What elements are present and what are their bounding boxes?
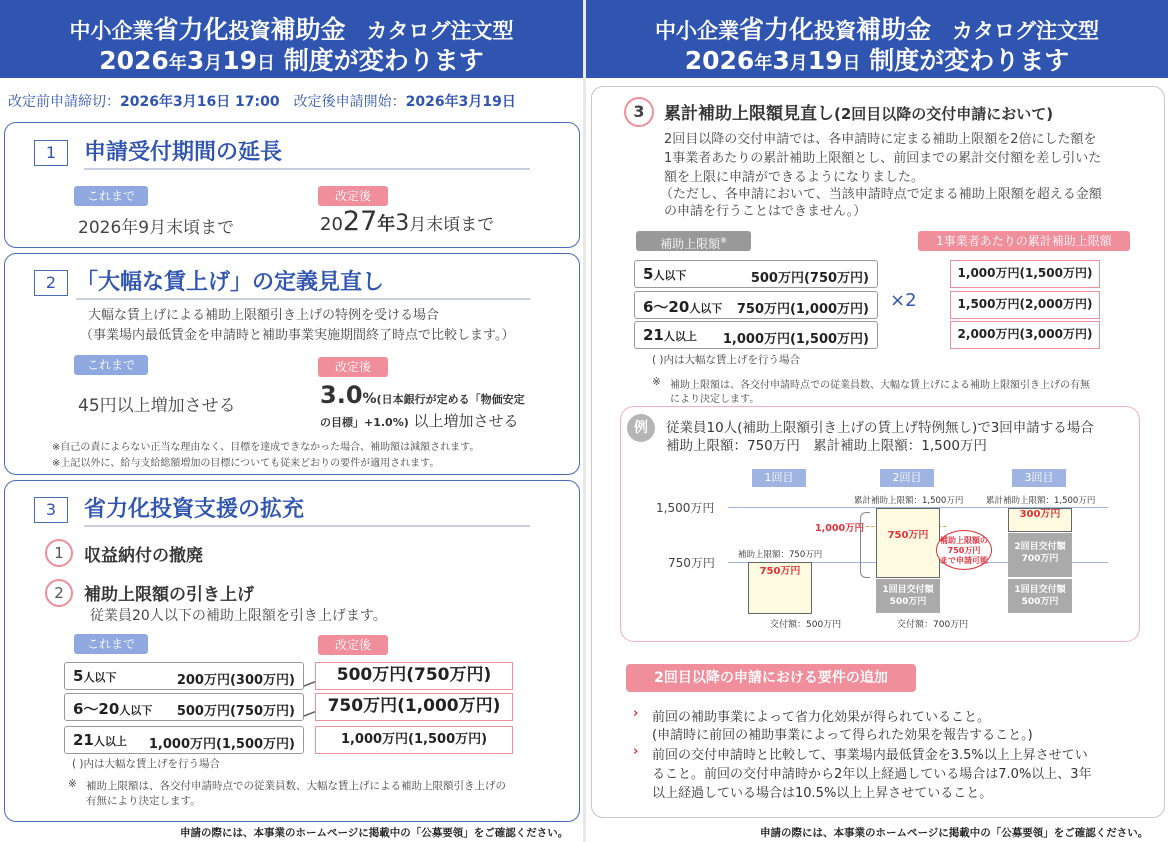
cum-row-3: 2,000万円(3,000万円) xyxy=(950,321,1100,349)
section-1-number: 1 xyxy=(34,140,68,166)
header-right xyxy=(586,0,1168,78)
c1-label: 補助上限額：750万円 xyxy=(738,550,823,560)
item-3-number: 3 xyxy=(624,97,654,127)
header-title-line1: 中小企業省力化投資補助金 カタログ注文型 xyxy=(69,15,514,44)
section-2-note-1: ※自己の責によらない正当な理由なく、目標を達成できなかった場合、補助額は減額されます。 xyxy=(52,442,480,453)
section-2-after-text: 3.0%(日本銀行が定める「物価安定 xyxy=(320,381,525,409)
c2-gray: 1回目交付額 500万円 xyxy=(876,579,940,613)
example-line-2: 補助上限額：750万円 累計補助上限額：1,500万円 xyxy=(666,438,987,454)
header-left xyxy=(0,0,583,78)
deadline-dates: 改定前申請締切：2026年3月16日 17:00 改定後申請開始：2026年3月19日 xyxy=(8,94,516,110)
section-1-after-text: 2027年3月末頃まで xyxy=(320,206,495,237)
before-row-2: 6〜20人以下 500万円(750万円) xyxy=(64,693,304,721)
right-note-line2: により決定します。 xyxy=(670,394,760,405)
section-2-after-pill: 改定後 xyxy=(318,357,388,377)
footer-right: 申請の際には、本事業のホームページに掲載中の「公募要領」をご確認ください。 xyxy=(760,827,1149,839)
req-2-line-2: ること。前回の交付申請時から2年以上経過している場合は7.0%以上、3年 xyxy=(652,767,1092,782)
item-1-text: 収益納付の撤廃 xyxy=(84,546,203,566)
section-3-paren-note: ( )内は大幅な賃上げを行う場合 xyxy=(72,758,221,770)
right-note-line1: 補助上限額は、各交付申請時点での従業員数、大幅な賃上げによる補助上限額引き上げの有無 xyxy=(670,380,1090,391)
req-1-line-2: (申請時に前回の補助事業によって得られた効果を報告すること。) xyxy=(652,728,1033,743)
example-badge: 例 xyxy=(627,414,655,442)
req-2-chevron-icon: › xyxy=(633,744,639,759)
cum-row-1: 1,000万円(1,500万円) xyxy=(950,260,1100,288)
after-row-1: 500万円(750万円) xyxy=(315,662,513,690)
item-3-desc-2: 1事業者あたりの累計補助上限額とし、前回までの累計交付額を差し引いた xyxy=(664,151,1102,166)
header-title-line2: 2026年3月19日 制度が変わります xyxy=(99,46,484,75)
section-2-note-2: ※上記以外に、給与支給総額増加の目標についても従来どおりの要件が適用されます。 xyxy=(52,458,440,469)
col-head-1: 1回目 xyxy=(752,469,806,487)
footer-left: 申請の際には、本事業のホームページに掲載中の「公募要領」をご確認ください。 xyxy=(180,827,569,839)
c1-bar: 750万円 xyxy=(748,562,812,614)
section-3-note-line2: 有無により決定します。 xyxy=(86,795,201,807)
requirements-pill: 2回目以降の申請における要件の追加 xyxy=(626,664,916,692)
right-note-mark: ※ xyxy=(652,376,661,388)
item-2-subtext: 従業員20人以下の補助上限額を引き上げます。 xyxy=(90,608,387,624)
section-2-desc-2: （事業場内最低賃金を申請時と補助事業実施期間終了時点で比較します。） xyxy=(80,328,515,343)
c3-gray-1: 1回目交付額 500万円 xyxy=(1008,579,1072,613)
c2-1000-label: 1,000万円 xyxy=(815,523,865,534)
cap-row-3: 21人以上 1,000万円(1,500万円) xyxy=(634,321,878,349)
item-3-desc-3: 額を上限に申請ができるようになりました。 xyxy=(664,170,925,185)
req-2-line-3: 以上経過している場合は10.5%以上上昇させていること。 xyxy=(652,786,993,801)
section-1-title: 申請受付期間の延長 xyxy=(84,135,530,170)
req-2-line-1: 前回の交付申請時と比較して、事業場内最低賃金を3.5%以上上昇させてい xyxy=(652,748,1088,763)
page-divider xyxy=(583,0,586,842)
c2-label: 累計補助上限額：1,500万円 xyxy=(854,496,964,506)
item-3-title: 累計補助上限額見直し(2回目以降の交付申請において) xyxy=(664,104,1054,124)
c3-label: 累計補助上限額：1,500万円 xyxy=(986,496,1096,506)
cap-row-2: 6〜20人以下 750万円(1,000万円) xyxy=(634,291,878,319)
item-1-number: 1 xyxy=(45,539,73,567)
c3-gray-2: 2回目交付額 700万円 xyxy=(1008,533,1072,577)
section-3-note-mark: ※ xyxy=(68,778,77,790)
times-two: ×2 xyxy=(890,290,917,311)
section-1-before-pill: これまで xyxy=(74,186,148,206)
section-2-desc-1: 大幅な賃上げによる補助上限額引き上げの特例を受ける場合 xyxy=(88,308,440,323)
c2-bar: 750万円 xyxy=(876,508,940,578)
axis-label-1500: 1,500万円 xyxy=(656,501,715,515)
section-3-before-pill: これまで xyxy=(74,634,148,654)
cap-pill-right: 1事業者あたりの累計補助上限額 xyxy=(918,231,1130,251)
section-3-note-line1: 補助上限額は、各交付申請時点での従業員数、大幅な賃上げによる補助上限額引き上げの xyxy=(86,780,506,792)
section-2-before-pill: これまで xyxy=(74,355,148,375)
cap-pill-left: 補助上限額※ xyxy=(636,231,751,251)
cap-row-1: 5人以下 500万円(750万円) xyxy=(634,260,878,288)
item-3-desc-1: 2回目以降の交付申請では、各申請時に定まる補助上限額を2倍にした額を xyxy=(664,132,1097,147)
before-row-3: 21人以上 1,000万円(1,500万円) xyxy=(64,726,304,754)
cum-row-2: 1,500万円(2,000万円) xyxy=(950,291,1100,319)
section-1-before-text: 2026年9月末頃まで xyxy=(78,218,235,238)
section-2-number: 2 xyxy=(34,270,68,296)
example-line-1: 従業員10人(補助上限額引き上げの賃上げ特例無し)で3回申請する場合 xyxy=(666,420,1094,436)
item-3-desc-4: （ただし、各申請において、当該申請時点で定まる補助上限額を超える金額 xyxy=(660,187,1102,202)
col-head-2: 2回目 xyxy=(880,469,934,487)
item-3-desc-5: の申請を行うことはできません。） xyxy=(664,204,867,219)
req-1-chevron-icon: › xyxy=(633,706,639,721)
right-paren-note: ( )内は大幅な賃上げを行う場合 xyxy=(652,354,801,366)
before-row-1: 5人以下 200万円(300万円) xyxy=(64,662,304,690)
after-row-3: 1,000万円(1,500万円) xyxy=(315,726,513,754)
section-3-after-pill: 改定後 xyxy=(318,635,388,655)
section-2-before-text: 45円以上増加させる xyxy=(78,396,236,416)
axis-label-750: 750万円 xyxy=(668,556,715,570)
after-row-2: 750万円(1,000万円) xyxy=(315,693,513,721)
col-head-3: 3回目 xyxy=(1012,469,1066,487)
c3-bar: 300万円 xyxy=(1008,508,1072,532)
section-3-number: 3 xyxy=(34,497,68,523)
c2-brace xyxy=(860,512,870,578)
header-title-line1-right: 中小企業省力化投資補助金 カタログ注文型 xyxy=(654,15,1100,44)
c1-grant: 交付額：500万円 xyxy=(770,620,842,630)
c2-bubble: 補助上限額の 750万円 まで申請可能 xyxy=(936,530,992,570)
c2-grant: 交付額：700万円 xyxy=(897,620,969,630)
header-title-line2-right: 2026年3月19日 制度が変わります xyxy=(684,46,1070,75)
item-2-number: 2 xyxy=(45,579,73,607)
section-1-after-pill: 改定後 xyxy=(318,186,388,206)
section-2-after-text-2: の目標」+1.0%) 以上増加させる xyxy=(320,412,519,430)
section-2-title: 「大幅な賃上げ」の定義見直し xyxy=(76,265,530,300)
item-2-text: 補助上限額の引き上げ xyxy=(84,585,254,605)
section-3-title: 省力化投資支援の拡充 xyxy=(84,492,530,527)
req-1-line-1: 前回の補助事業によって省力化効果が得られていること。 xyxy=(652,710,991,725)
